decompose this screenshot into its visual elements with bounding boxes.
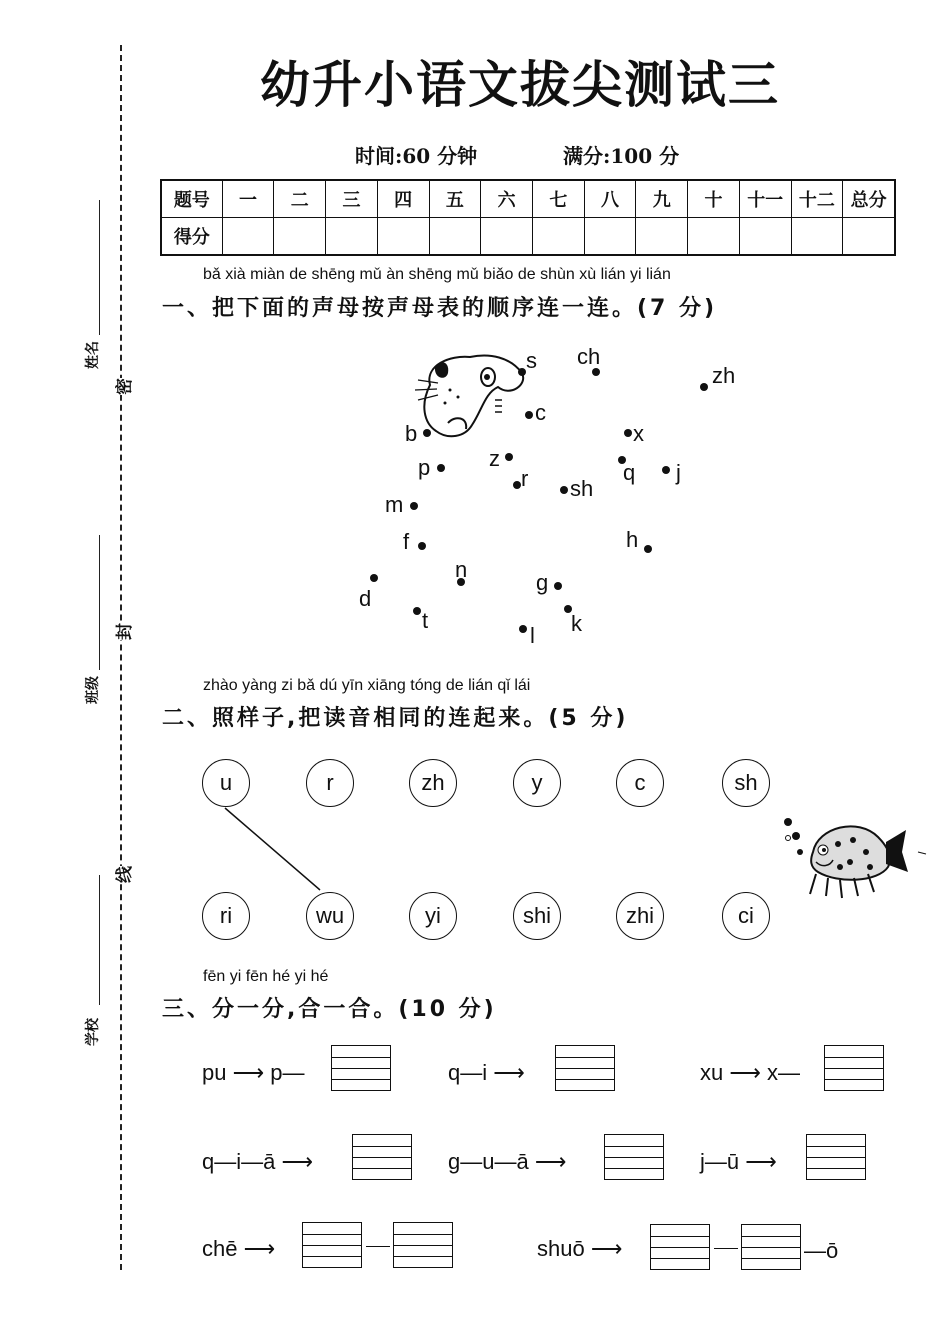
score-col: 十一	[739, 180, 791, 218]
full-score: 满分:100 分	[563, 144, 680, 168]
dot-g[interactable]	[554, 582, 562, 590]
dot-zh[interactable]	[700, 383, 708, 391]
example-connector-line	[200, 790, 340, 900]
score-cell[interactable]	[636, 218, 688, 256]
score-table-score-row	[161, 218, 895, 256]
dot-label-r: r	[521, 466, 529, 491]
top-bubble-u[interactable]: u	[202, 759, 250, 807]
dot-m[interactable]	[410, 502, 418, 510]
dash-separator	[366, 1246, 390, 1247]
dot-label-z: z	[489, 446, 500, 471]
answer-box[interactable]	[555, 1045, 615, 1091]
dot-j[interactable]	[662, 466, 670, 474]
answer-box[interactable]	[650, 1224, 710, 1270]
score-col: 七	[532, 180, 584, 218]
section3-title: 三、分一分,合一合。(10 分)	[162, 997, 497, 1022]
score-cell[interactable]	[481, 218, 533, 256]
score-table	[160, 179, 896, 256]
score-col: 二	[274, 180, 326, 218]
dot-label-t: t	[422, 608, 429, 633]
dot-label-s: s	[526, 348, 537, 373]
class-label: 班级	[85, 676, 101, 704]
section2-title: 二、照样子,把读音相同的连起来。(5 分)	[162, 706, 629, 731]
score-cell[interactable]	[274, 218, 326, 256]
seal-char-mi: 密	[108, 378, 137, 395]
dot-label-d: d	[359, 586, 372, 611]
expr-o: —ō	[804, 1238, 839, 1263]
section3-pinyin: fēn yi fēn hé yi hé	[203, 968, 329, 985]
expr-shuo: shuō ⟶	[537, 1236, 623, 1261]
section2-pinyin: zhào yàng zi bǎ dú yīn xiāng tóng de lián qǐ lái	[203, 677, 531, 694]
dot-d[interactable]	[370, 574, 378, 582]
dot-h[interactable]	[644, 545, 652, 553]
time-limit: 时间:60 分钟	[355, 144, 478, 168]
bottom-bubble-ci[interactable]: ci	[722, 892, 770, 940]
dot-label-j: j	[676, 460, 681, 485]
dot-label-q: q	[623, 460, 636, 485]
dot-p[interactable]	[437, 464, 445, 472]
binding-dashed-line	[120, 45, 122, 1270]
score-cell[interactable]	[377, 218, 429, 256]
top-bubble-y[interactable]: y	[513, 759, 561, 807]
answer-box[interactable]	[352, 1134, 412, 1180]
school-label: 学校	[85, 1018, 101, 1046]
score-cell[interactable]	[688, 218, 740, 256]
school-underline	[99, 875, 100, 1005]
score-col: 总分	[843, 180, 895, 218]
seal-char-xian: 线	[108, 866, 137, 883]
dot-label-c: c	[535, 400, 546, 425]
score-table-row-header: 得分	[161, 218, 222, 256]
answer-box[interactable]	[806, 1134, 866, 1180]
bottom-bubble-yi[interactable]: yi	[409, 892, 457, 940]
dot-x[interactable]	[624, 429, 632, 437]
score-col: 三	[326, 180, 378, 218]
score-cell[interactable]	[222, 218, 274, 256]
dot-label-f: f	[403, 529, 410, 554]
answer-box[interactable]	[824, 1045, 884, 1091]
seal-char-feng: 封	[108, 623, 137, 640]
dot-label-p: p	[418, 455, 431, 480]
expr-qi: q—i ⟶	[448, 1060, 525, 1085]
class-underline	[99, 535, 100, 670]
top-bubble-r[interactable]: r	[306, 759, 354, 807]
dot-label-ch: ch	[577, 344, 601, 369]
top-bubble-sh[interactable]: sh	[722, 759, 770, 807]
expr-pu: pu ⟶ p—	[202, 1060, 305, 1085]
dot-z[interactable]	[505, 453, 513, 461]
bottom-bubble-zhi[interactable]: zhi	[616, 892, 664, 940]
section1-pinyin: bǎ xià miàn de shēng mǔ àn shēng mǔ biǎo de shùn xù lián yi lián	[203, 266, 671, 283]
dot-f[interactable]	[418, 542, 426, 550]
score-table-row-header: 题号	[161, 180, 222, 218]
dot-c[interactable]	[525, 411, 533, 419]
dot-label-b: b	[405, 421, 418, 446]
expr-xu: xu ⟶ x—	[700, 1060, 800, 1085]
dot-label-x: x	[633, 421, 644, 446]
score-col: 十	[688, 180, 740, 218]
dot-label-k: k	[571, 611, 582, 636]
dash-separator	[714, 1248, 738, 1249]
expr-gua: g—u—ā ⟶	[448, 1149, 567, 1174]
expr-che: chē ⟶	[202, 1236, 276, 1261]
score-cell[interactable]	[739, 218, 791, 256]
name-underline	[99, 200, 100, 335]
bottom-bubble-shi[interactable]: shi	[513, 892, 561, 940]
score-cell[interactable]	[532, 218, 584, 256]
dot-s[interactable]	[518, 368, 526, 376]
bottom-bubble-wu[interactable]: wu	[306, 892, 354, 940]
section1-title: 一、把下面的声母按声母表的顺序连一连。(7 分)	[162, 296, 718, 321]
answer-box[interactable]	[393, 1222, 453, 1268]
answer-box[interactable]	[604, 1134, 664, 1180]
dot-label-zh: zh	[712, 363, 736, 388]
score-col: 八	[584, 180, 636, 218]
score-col: 六	[481, 180, 533, 218]
score-table-header-row	[161, 180, 895, 218]
answer-box[interactable]	[741, 1224, 801, 1270]
dot-b[interactable]	[423, 429, 431, 437]
expr-qia: q—i—ā ⟶	[202, 1149, 314, 1174]
bottom-bubble-ri[interactable]: ri	[202, 892, 250, 940]
fish-illustration	[778, 812, 928, 902]
dot-r[interactable]	[513, 481, 521, 489]
score-cell[interactable]	[791, 218, 843, 256]
top-bubble-c[interactable]: c	[616, 759, 664, 807]
score-cell[interactable]	[584, 218, 636, 256]
score-cell[interactable]	[843, 218, 895, 256]
dot-sh[interactable]	[560, 486, 568, 494]
score-col: 一	[222, 180, 274, 218]
score-col: 四	[377, 180, 429, 218]
dot-t[interactable]	[413, 607, 421, 615]
expr-ju: j—ū ⟶	[700, 1149, 777, 1174]
top-bubble-zh[interactable]: zh	[409, 759, 457, 807]
answer-box[interactable]	[302, 1222, 362, 1268]
score-col: 十二	[791, 180, 843, 218]
page-title: 幼升小语文拔尖测试三	[260, 56, 780, 114]
answer-box[interactable]	[331, 1045, 391, 1091]
score-cell[interactable]	[429, 218, 481, 256]
dot-label-m: m	[385, 492, 404, 517]
score-cell[interactable]	[326, 218, 378, 256]
dot-label-g: g	[536, 570, 549, 595]
dot-l[interactable]	[519, 625, 527, 633]
dot-label-h: h	[626, 527, 639, 552]
dot-label-sh: sh	[570, 476, 594, 501]
dot-label-l: l	[530, 623, 535, 648]
name-label: 姓名	[85, 341, 101, 369]
dot-label-n: n	[455, 557, 468, 582]
score-col: 九	[636, 180, 688, 218]
score-col: 五	[429, 180, 481, 218]
